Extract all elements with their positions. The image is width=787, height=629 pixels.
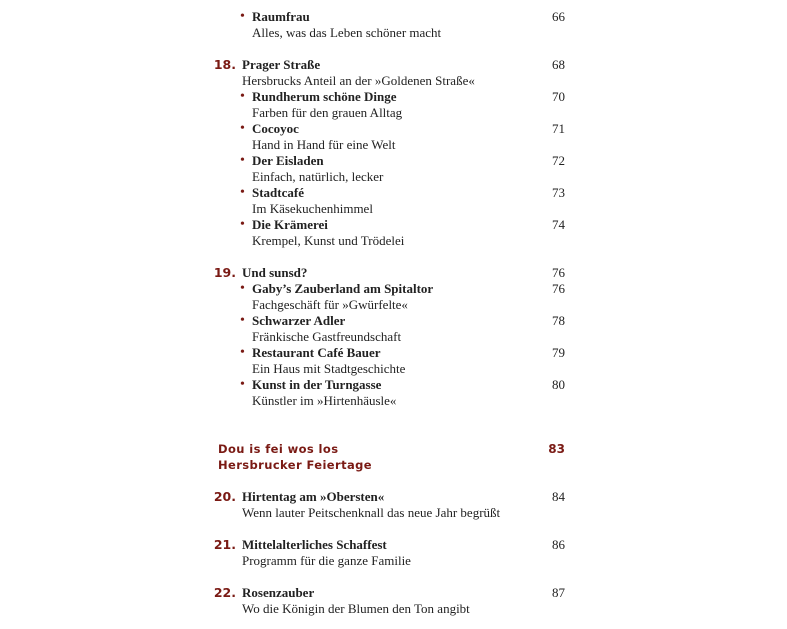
chapter-title: Mittelalterliches Schaffest: [242, 537, 387, 552]
chapter-page: 84: [552, 489, 565, 504]
toc-item-subtitle: Im Käsekuchenhimmel: [252, 201, 373, 216]
toc-item-subtitle: Krempel, Kunst und Trödelei: [252, 233, 405, 248]
toc-item[interactable]: [0, 121, 787, 137]
section-title: Dou is fei wos los: [218, 442, 339, 456]
toc-item-subtitle-row: [0, 233, 787, 249]
bullet-icon: •: [240, 377, 245, 392]
section-subtitle: Hersbrucker Feiertage: [218, 458, 372, 472]
toc-item-page: 73: [552, 185, 565, 200]
bullet-icon: •: [240, 185, 245, 200]
toc-chapter[interactable]: [0, 585, 787, 601]
bullet-icon: •: [240, 217, 245, 232]
toc-item-title: Kunst in der Turngasse: [252, 377, 382, 392]
toc-item-subtitle: Ein Haus mit Stadtgeschichte: [252, 361, 406, 376]
chapter-title: Prager Straße: [242, 57, 321, 72]
toc-item-subtitle-row: [0, 361, 787, 377]
toc-item-subtitle: Hand in Hand für eine Welt: [252, 137, 396, 152]
toc-item-subtitle: Fachgeschäft für »Gwürfelte«: [252, 297, 408, 312]
chapter-title: Rosenzauber: [242, 585, 315, 600]
toc-chapter[interactable]: [0, 57, 787, 73]
toc-item-subtitle-row: [0, 393, 787, 409]
toc-item-title: Raumfrau: [252, 9, 310, 24]
toc-item-page: 66: [552, 9, 565, 24]
toc-item[interactable]: [0, 345, 787, 361]
toc-chapter[interactable]: [0, 537, 787, 553]
chapter-subtitle-row: [0, 505, 787, 521]
toc-item-subtitle-row: [0, 169, 787, 185]
toc-item-title: Stadtcafé: [252, 185, 304, 200]
toc-item-title: Restaurant Café Bauer: [252, 345, 381, 360]
bullet-icon: •: [240, 9, 245, 24]
toc-item[interactable]: [0, 217, 787, 233]
toc-item-subtitle-row: [0, 25, 787, 41]
toc-item-subtitle: Einfach, natürlich, lecker: [252, 169, 384, 184]
chapter-subtitle-row: [0, 601, 787, 617]
chapter-subtitle-row: [0, 73, 787, 89]
toc-item-subtitle: Künstler im »Hirtenhäusle«: [252, 393, 397, 408]
toc-item[interactable]: [0, 89, 787, 105]
toc-item-page: 74: [552, 217, 565, 232]
chapter-title: Und sunsd?: [242, 265, 308, 280]
toc-item-subtitle: Fränkische Gastfreundschaft: [252, 329, 402, 344]
chapter-subtitle: Hersbrucks Anteil an der »Goldenen Straße«: [242, 73, 475, 88]
toc-item-page: 80: [552, 377, 565, 392]
chapter-number: 21.: [213, 537, 236, 552]
toc-item-subtitle: Alles, was das Leben schöner macht: [252, 25, 442, 40]
chapter-number: 20.: [213, 489, 236, 504]
toc-item[interactable]: [0, 153, 787, 169]
chapter-page: 68: [552, 57, 565, 72]
toc-item-subtitle-row: [0, 105, 787, 121]
bullet-icon: •: [240, 153, 245, 168]
toc-item-subtitle: Farben für den grauen Alltag: [252, 105, 403, 120]
chapter-page: 86: [552, 537, 565, 552]
toc-item[interactable]: [0, 313, 787, 329]
toc-item-title: Cocoyoc: [252, 121, 299, 136]
chapter-subtitle: Wo die Königin der Blumen den Ton angibt: [242, 601, 470, 616]
toc-item-subtitle-row: [0, 201, 787, 217]
chapter-page: 76: [552, 265, 565, 280]
toc-item-title: Rundherum schöne Dinge: [252, 89, 397, 104]
toc-item-title: Der Eisladen: [252, 153, 324, 168]
toc-item-title: Schwarzer Adler: [252, 313, 346, 328]
bullet-icon: •: [240, 313, 245, 328]
chapter-subtitle: Wenn lauter Peitschenknall das neue Jahr begrüßt: [242, 505, 501, 520]
bullet-icon: •: [240, 345, 245, 360]
toc-item-title: Gaby’s Zauberland am Spitaltor: [252, 281, 434, 296]
toc-item-subtitle-row: [0, 137, 787, 153]
toc-item-subtitle-row: [0, 297, 787, 313]
bullet-icon: •: [240, 89, 245, 104]
chapter-subtitle: Programm für die ganze Familie: [242, 553, 411, 568]
toc-item[interactable]: [0, 377, 787, 393]
toc-item[interactable]: [0, 185, 787, 201]
toc-chapter[interactable]: [0, 265, 787, 281]
toc-item-page: 71: [552, 121, 565, 136]
toc-item-page: 76: [552, 281, 565, 296]
chapter-number: 22.: [213, 585, 236, 600]
toc-chapter[interactable]: [0, 489, 787, 505]
toc-item-page: 70: [552, 89, 565, 104]
chapter-page: 87: [552, 585, 565, 600]
chapter-number: 18.: [213, 57, 236, 72]
toc-item-page: 79: [552, 345, 565, 360]
toc-item-page: 78: [552, 313, 565, 328]
toc-item[interactable]: [0, 281, 787, 297]
section-page: 83: [548, 442, 565, 456]
toc-item-subtitle-row: [0, 329, 787, 345]
toc-item-page: 72: [552, 153, 565, 168]
section-subtitle-row: [0, 457, 787, 473]
bullet-icon: •: [240, 121, 245, 136]
chapter-title: Hirtentag am »Obersten«: [242, 489, 385, 504]
toc-item[interactable]: [0, 9, 787, 25]
bullet-icon: •: [240, 281, 245, 296]
chapter-subtitle-row: [0, 553, 787, 569]
toc-item-title: Die Krämerei: [252, 217, 328, 232]
section-header[interactable]: [0, 441, 787, 457]
chapter-number: 19.: [213, 265, 236, 280]
